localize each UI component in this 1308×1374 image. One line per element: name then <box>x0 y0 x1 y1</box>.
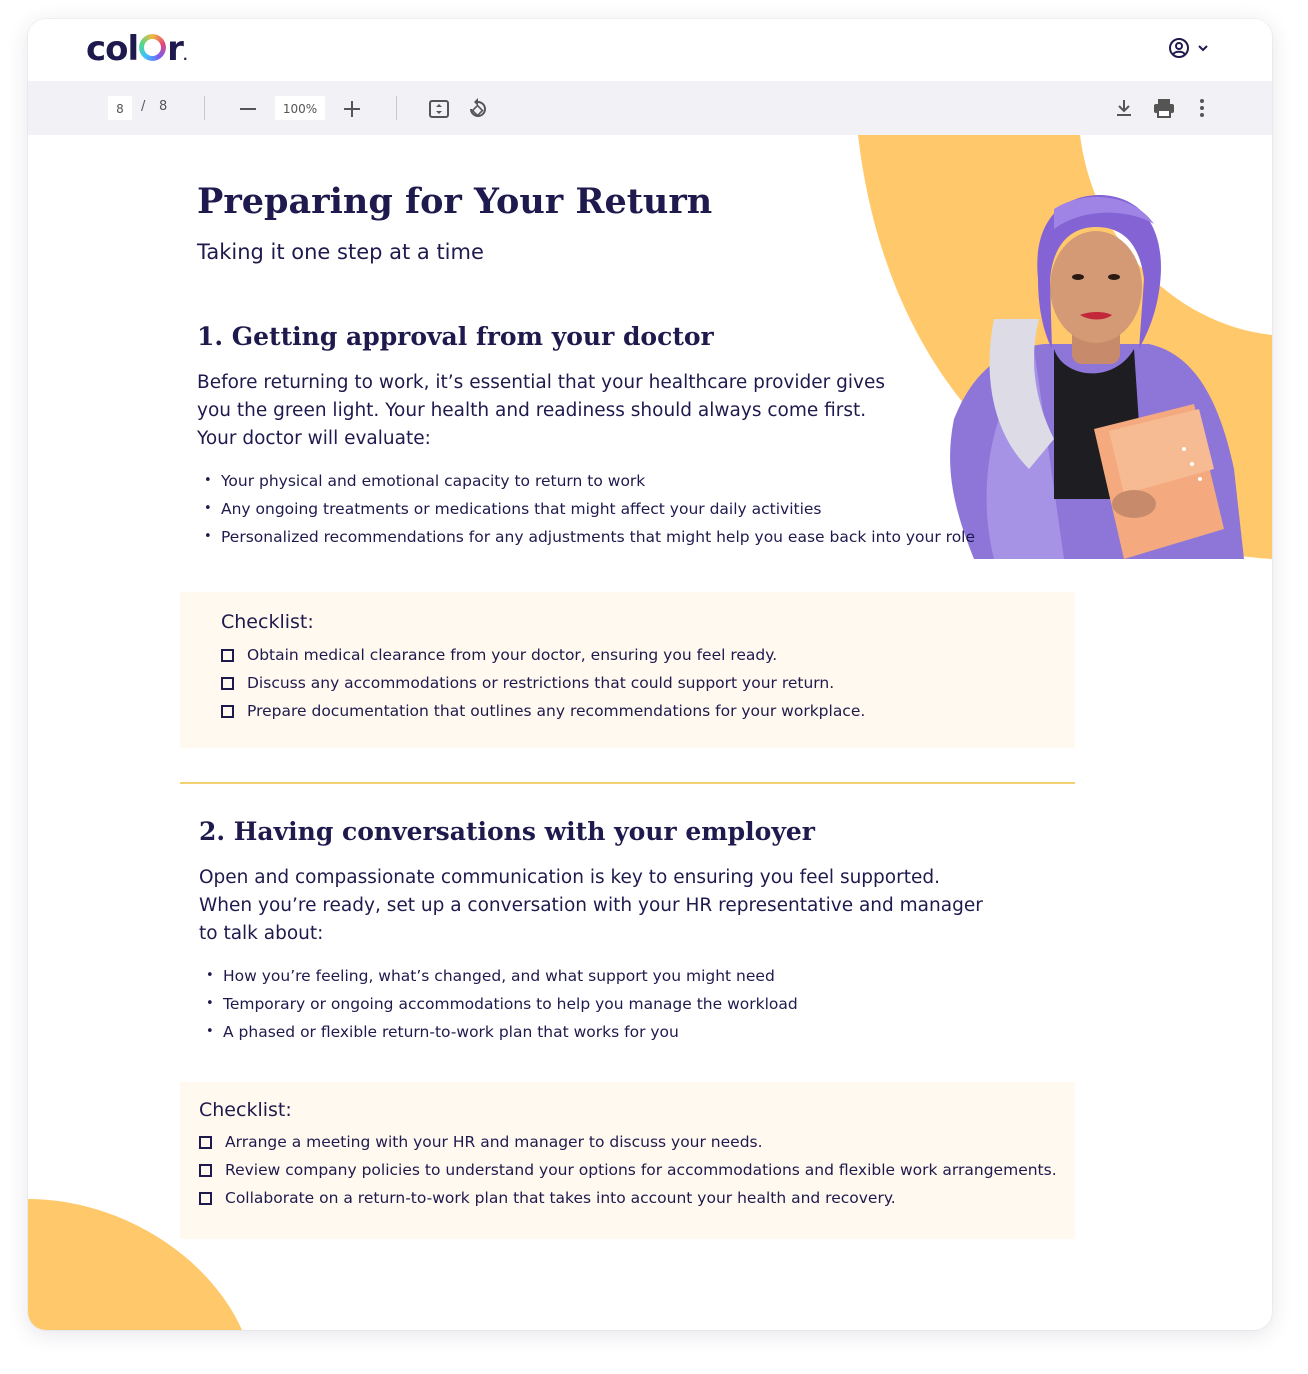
total-pages: 8 <box>159 99 168 114</box>
checkbox[interactable] <box>199 1136 212 1149</box>
checklist-title: Checklist: <box>199 1099 292 1121</box>
list-item: • A phased or flexible return-to-work plan that works for you <box>199 1018 798 1046</box>
section-1-bullet-list <box>197 467 975 551</box>
print-icon[interactable] <box>1152 97 1176 119</box>
checklist-item-label: Review company policies to understand your options for accommodations and flexible work arrangements. <box>225 1161 1057 1179</box>
brand-text-end: r <box>167 29 183 69</box>
minus-icon[interactable] <box>237 98 259 120</box>
pdf-viewer-window <box>28 19 1272 1330</box>
account-menu-button[interactable] <box>1168 37 1210 59</box>
more-vert-icon[interactable] <box>1194 97 1210 119</box>
checkbox[interactable] <box>199 1192 212 1205</box>
document-subtitle: Taking it one step at a time <box>197 240 484 264</box>
paragraph-line: Your doctor will evaluate: <box>197 428 431 449</box>
section-2-checklist-panel <box>180 1082 1075 1239</box>
paragraph-line: When you’re ready, set up a conversation with your HR representative and manager <box>199 895 983 916</box>
download-icon[interactable] <box>1113 97 1135 119</box>
section-1-checklist-panel <box>180 592 1075 748</box>
checkbox[interactable] <box>221 649 234 662</box>
list-item: • Any ongoing treatments or medications that might affect your daily activities <box>197 495 975 523</box>
checklist-item[interactable] <box>199 1133 763 1151</box>
list-item: • Temporary or ongoing accommodations to help you manage the workload <box>199 990 798 1018</box>
toolbar-divider <box>204 96 205 120</box>
checkbox[interactable] <box>221 677 234 690</box>
app-header <box>28 19 1272 81</box>
list-item: • Your physical and emotional capacity to return to work <box>197 467 975 495</box>
brand-logo[interactable] <box>86 29 187 69</box>
woman-portrait-image <box>934 169 1264 559</box>
brand-text: col <box>86 29 139 69</box>
checkbox[interactable] <box>221 705 234 718</box>
chevron-down-icon <box>1196 41 1210 55</box>
brand-ring-icon <box>139 34 166 61</box>
paragraph-line: you the green light. Your health and readiness should always come first. <box>197 400 867 421</box>
current-page-input[interactable]: 8 <box>108 96 132 120</box>
document-title: Preparing for Your Return <box>197 181 713 222</box>
section-2-bullet-list <box>199 962 798 1046</box>
checklist-item[interactable] <box>221 674 834 692</box>
checklist-item[interactable] <box>221 702 865 720</box>
checklist-item[interactable] <box>221 646 777 664</box>
rotate-icon[interactable] <box>466 97 490 121</box>
zoom-level-input[interactable]: 100% <box>275 96 325 120</box>
section-2-paragraph <box>199 864 983 948</box>
checkbox[interactable] <box>199 1164 212 1177</box>
page-separator: / <box>141 99 146 114</box>
section-divider <box>180 782 1075 784</box>
checklist-item-label: Collaborate on a return-to-work plan that takes into account your health and recovery. <box>225 1189 896 1207</box>
checklist-title: Checklist: <box>221 611 314 633</box>
list-item: • How you’re feeling, what’s changed, and what support you might need <box>199 962 798 990</box>
paragraph-line: to talk about: <box>199 923 324 944</box>
section-1-paragraph <box>197 369 885 453</box>
toolbar-divider <box>396 96 397 120</box>
checklist-item[interactable] <box>199 1161 1057 1179</box>
section-2-heading: 2. Having conversations with your employer <box>199 817 815 846</box>
checklist-item-label: Obtain medical clearance from your doctor, ensuring you feel ready. <box>247 646 778 664</box>
fit-page-icon[interactable] <box>427 97 451 121</box>
paragraph-line: Before returning to work, it’s essential that your healthcare provider gives <box>197 372 885 393</box>
checklist-item[interactable] <box>199 1189 896 1207</box>
list-item: • Personalized recommendations for any adjustments that might help you ease back into your role <box>197 523 975 551</box>
checklist-item-label: Prepare documentation that outlines any recommendations for your workplace. <box>247 702 866 720</box>
paragraph-line: Open and compassionate communication is key to ensuring you feel supported. <box>199 867 940 888</box>
user-circle-icon <box>1168 37 1190 59</box>
section-1-heading: 1. Getting approval from your doctor <box>197 322 714 351</box>
brand-mark: . <box>182 49 187 63</box>
checklist-item-label: Arrange a meeting with your HR and manager to discuss your needs. <box>225 1133 763 1151</box>
plus-icon[interactable] <box>341 98 363 120</box>
pdf-toolbar <box>28 81 1272 135</box>
checklist-item-label: Discuss any accommodations or restrictions that could support your return. <box>247 674 835 692</box>
